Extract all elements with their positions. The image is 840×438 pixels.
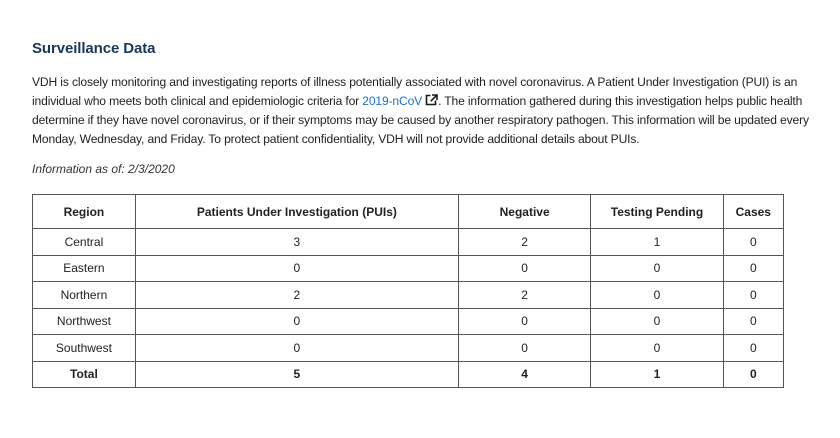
header-negative: Negative bbox=[458, 195, 590, 229]
table-row bbox=[33, 229, 784, 256]
external-link-icon bbox=[425, 94, 438, 106]
table-row bbox=[33, 255, 784, 282]
cell-pui: 2 bbox=[135, 282, 458, 309]
cell-cases: 0 bbox=[723, 229, 783, 256]
cell-region: Northwest bbox=[33, 308, 136, 335]
cell-region: Southwest bbox=[33, 335, 136, 362]
total-pui: 5 bbox=[135, 361, 458, 388]
2019-ncov-link[interactable] bbox=[362, 94, 438, 108]
cell-pui: 3 bbox=[135, 229, 458, 256]
cell-pui: 0 bbox=[135, 335, 458, 362]
cell-negative: 0 bbox=[458, 308, 590, 335]
table-total-row bbox=[33, 361, 784, 388]
cell-pending: 0 bbox=[591, 282, 723, 309]
table-row bbox=[33, 308, 784, 335]
cell-cases: 0 bbox=[723, 335, 783, 362]
cell-region: Northern bbox=[33, 282, 136, 309]
surveillance-section bbox=[32, 40, 822, 388]
table-row bbox=[33, 282, 784, 309]
table-header-row bbox=[33, 195, 784, 229]
header-cases: Cases bbox=[723, 195, 783, 229]
intro-text-part2: . The information gathered during this investigation helps public health determine if they have novel coronavirus, or if their symptoms may be caused by another respiratory pathogen. This information will be updated every Monday, Wednesday, and Friday. To protect patient confidentiality, VDH will not provide additional details about PUIs. bbox=[32, 94, 809, 146]
total-negative: 4 bbox=[458, 361, 590, 388]
info-as-of: Information as of: 2/3/2020 bbox=[32, 162, 175, 176]
cell-pending: 0 bbox=[591, 308, 723, 335]
cell-cases: 0 bbox=[723, 255, 783, 282]
header-region: Region bbox=[33, 195, 136, 229]
cell-pending: 1 bbox=[591, 229, 723, 256]
header-pui: Patients Under Investigation (PUIs) bbox=[135, 195, 458, 229]
table-row bbox=[33, 335, 784, 362]
cell-pui: 0 bbox=[135, 255, 458, 282]
cell-region: Central bbox=[33, 229, 136, 256]
total-region: Total bbox=[33, 361, 136, 388]
cell-cases: 0 bbox=[723, 282, 783, 309]
cell-negative: 2 bbox=[458, 282, 590, 309]
total-pending: 1 bbox=[591, 361, 723, 388]
header-pending: Testing Pending bbox=[591, 195, 723, 229]
surveillance-table bbox=[32, 194, 784, 388]
cell-negative: 0 bbox=[458, 335, 590, 362]
total-cases: 0 bbox=[723, 361, 783, 388]
intro-text-part1: VDH is closely monitoring and investigating reports of illness potentially associated with novel coronavirus. A Patient Under Investigation (PUI) is an individual who meets both clinical and epidemiologic criteria for bbox=[32, 75, 798, 108]
link-text: 2019-nCoV bbox=[362, 94, 423, 108]
cell-negative: 2 bbox=[458, 229, 590, 256]
cell-negative: 0 bbox=[458, 255, 590, 282]
cell-cases: 0 bbox=[723, 308, 783, 335]
cell-region: Eastern bbox=[33, 255, 136, 282]
cell-pending: 0 bbox=[591, 255, 723, 282]
cell-pending: 0 bbox=[591, 335, 723, 362]
section-title: Surveillance Data bbox=[32, 40, 156, 57]
intro-paragraph bbox=[32, 73, 822, 149]
cell-pui: 0 bbox=[135, 308, 458, 335]
